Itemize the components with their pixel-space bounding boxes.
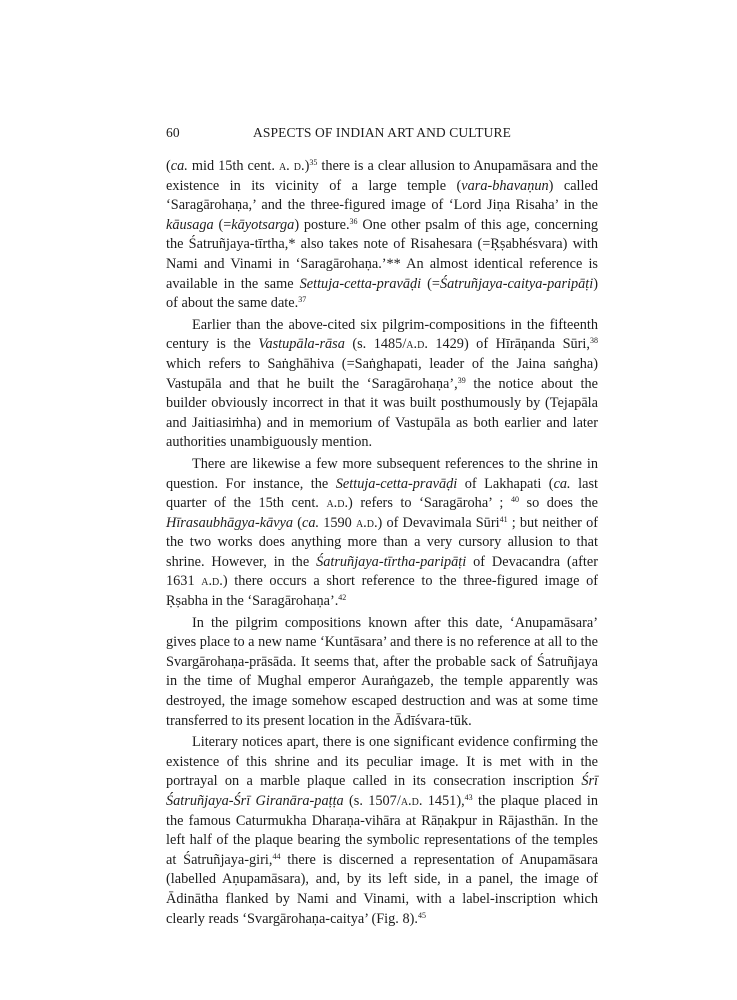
italic-term: Śatruñjaya-caitya-paripāṭi [439,275,594,292]
era-abbrev: a.d. [326,495,349,512]
era-abbrev: a.d. [400,793,423,809]
paragraph [166,455,598,612]
text-run: ) of about the same date. [166,275,598,312]
footnote-ref: 38 [589,336,598,346]
text-run: (= [421,275,440,292]
text-run: 1451), [422,793,465,809]
text-run: Earlier than the above-cited six pilgrim-compositions in the fifteenth century is the [166,316,598,353]
text-run: the plaque placed in the famous Caturmukha Dharaṇa-vihāra at Rāṇakpur in Rājasthān. In the left half of the plaque bearing the symbolic representations of the temples at Śatruñjaya-giri, [166,793,598,868]
text-run: There are likewise a few more subsequent references to the shrine in question. For instance, the [166,455,598,492]
text-run: of Lakhapati ( [457,475,554,492]
text-run: the notice about the builder obviously incorrect in that it was built posthumously by (Tejapāla and Jaitiasiṁha) and in memorium of Vastupāla as both earlier and later authorities unambiguously mention. [166,375,598,451]
text-run: of Devacandra (after 1631 [166,553,598,590]
text-run: there is a clear allusion to Anupamāsara and the existence in its vicinity of a large temple ( [166,158,598,194]
footnote-ref: 39 [457,375,466,385]
italic-term: Settuja-cetta-pravāḍi [299,275,422,292]
page-header [166,125,598,145]
body-text [166,157,598,931]
footnote-ref: 42 [338,593,347,603]
paragraph [166,614,598,732]
text-run: 1590 [319,514,356,531]
text-run: which refers to Saṅghāhiva (=Saṅghapati, leader of the Jaina saṅgha) Vastupāla and that he built the ‘Saragārohaṇa’, [166,355,598,392]
page-number: 60 [166,125,180,140]
text-run: ; but neither of the two works does anything more than a very cursory allusion to that shrine. However, in the [166,514,598,570]
text-run: ( [166,158,171,174]
italic-term: ca. [553,475,571,492]
text-run: One other psalm of this age, concerning the Śatruñjaya-tīrtha,* also takes note of Risahesara (=Ṛṣabhésvara) with Nami and Vinami in ‘Saragārohaṇa.’** An almost identical reference is available in the same [166,216,599,292]
italic-term: kāyotsarga [231,216,295,233]
italic-term: vara-bhavaṇun [461,177,549,194]
text-run: Literary notices apart, there is one significant evidence confirming the existence of this shrine and its peculiar image. It is met with in the portrayal on a marble plaque called in its consecration inscription [166,734,598,790]
italic-term: ca. [170,158,188,174]
paragraph [166,157,598,314]
text-run: mid 15th cent. [187,158,279,174]
text-run: last quarter of the 15th cent. [166,475,598,512]
paragraph [166,733,598,929]
italic-term: Śatruñjaya-tīrtha-paripāṭi [316,553,467,570]
footnote-ref: 44 [272,851,281,861]
era-abbrev: a.d. [201,573,223,590]
text-run: In the pilgrim compositions known after this date, ‘Anupamāsara’ gives place to a new name ‘Kuntāsara’ and there is no reference at all to the Svargārohaṇa-prāsāda. It seems that, after the probable sack of Śatruñjaya in the time of Mughal emperor Auraṅgazeb, the temple apparently was destroyed, the image somehow escaped destruction and was at some time transferred to its present location in the Ādīśvara-tūk. [166,614,599,729]
text-run: ) refers to ‘Saragāroha’ ; [348,495,511,512]
text-run: ) there occurs a short reference to the three-figured image of Ṛṣabha in the ‘Saragārohaṇa’. [166,573,598,610]
running-title: ASPECTS OF INDIAN ART AND CULTURE [253,125,511,140]
era-abbrev: a.d. [355,514,378,531]
footnote-ref: 43 [464,793,473,802]
italic-term: ca. [301,514,320,531]
italic-term: Śrī Śatruñjaya-Śrī Giranāra-paṭṭa [166,773,598,809]
text-run: ) [304,158,310,174]
footnote-ref: 35 [309,158,318,167]
paragraph [166,316,598,453]
era-abbrev: a. d. [278,158,305,174]
text-run: there is discerned a representation of Anupamāsara (labelled Aṇupamāsara), and, by its left side, in a panel, the image of Ādinātha flanked by Nami and Vinami, with a label-inscription which clearly reads ‘Svargārohaṇa-caitya’ (Fig. 8). [166,851,598,927]
footnote-ref: 41 [499,514,508,524]
italic-term: Vastupāla-rāsa [258,336,345,353]
italic-term: Hīrasaubhāgya-kāvya [166,514,294,531]
footnote-ref: 45 [417,910,426,920]
text-run: ( [293,514,302,531]
footnote-ref: 37 [298,295,307,305]
text-run: (s. 1507/ [343,793,401,809]
text-run: 1429) of Hīrāṇanda Sūri, [427,336,590,353]
footnote-ref: 36 [349,216,358,226]
footnote-ref: 40 [510,495,519,505]
text-run: (= [213,216,232,233]
text-run: so does the [518,495,598,512]
text-run: ) posture. [294,216,350,233]
era-abbrev: a.d. [406,336,428,353]
text-run: (s. 1485/ [344,336,407,353]
italic-term: kāusaga [166,216,214,233]
italic-term: Settuja-cetta-pravāḍi [335,475,458,492]
text-run: ) called ‘Saragārohaṇa,’ and the three-figured image of ‘Lord Jiṇa Risaha’ in the [166,177,598,214]
text-run: ) of Devavimala Sūri [377,514,500,531]
